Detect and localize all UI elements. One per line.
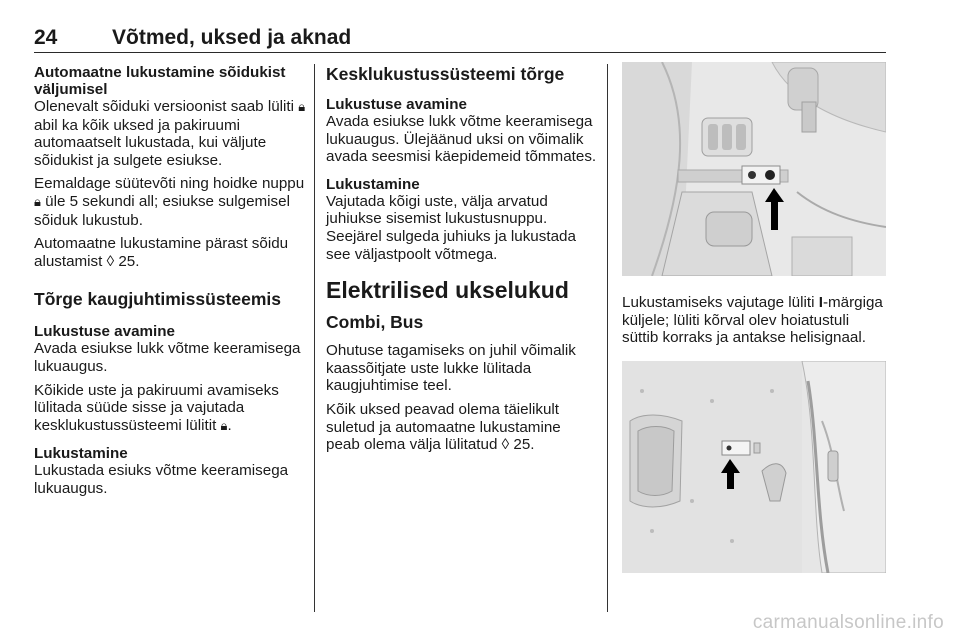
column-divider bbox=[607, 64, 608, 612]
column-right bbox=[622, 62, 886, 573]
paragraph: Kõik uksed peavad olema täielikult suletud ja automaatne lukustamine peab olema välja lülitatud ◊ 25. bbox=[326, 400, 561, 454]
reference-arrow-icon: ◊ bbox=[501, 436, 510, 454]
subheading: Lukustamine bbox=[34, 445, 128, 463]
reference-arrow-icon: ◊ bbox=[106, 252, 115, 270]
paragraph: Avada esiukse lukk võtme keeramisega lukuaugus. Ülejäänud uksi on võimalik avada seesmisi käepidemeid tõmmates. bbox=[326, 113, 597, 166]
column-middle bbox=[326, 64, 598, 460]
subheading: Lukustuse avamine bbox=[34, 323, 175, 341]
lock-switch-icon: 🔒︎ bbox=[298, 100, 306, 115]
page-reference-link[interactable]: 25. bbox=[513, 436, 535, 454]
door-switch-illustration bbox=[622, 361, 886, 573]
paragraph: Vajutada kõigi uste, välja arvatud juhiukse sisemist lukustusnuppu. Seejärel sulgeda juhiuks ja lukustada see väljastpoolt võtmega. bbox=[326, 192, 576, 263]
lock-switch-icon: 🔒︎ bbox=[220, 418, 228, 434]
dashboard-switch-illustration bbox=[622, 62, 886, 276]
watermark: carmanualsonline.info bbox=[752, 612, 944, 633]
paragraph: Automaatne lukustamine pärast sõidu alustamist ◊ 25. bbox=[34, 235, 289, 270]
subheading: Lukustuse avamine bbox=[326, 96, 467, 113]
paragraph: Avada esiukse lukk võtme keeramisega lukuaugus. bbox=[34, 340, 301, 375]
section-heading: Kesklukustussüsteemi tõrge bbox=[326, 64, 565, 84]
page-number: 24 bbox=[34, 26, 58, 49]
section-heading: Automaatne lukustamine sõidukist väljumisel bbox=[34, 64, 286, 98]
figure-caption: Lukustamiseks vajutage lüliti I-märgiga küljele; lüliti kõrval olev hoiatustuli süttib korraks ja antakse helisignaal. bbox=[622, 294, 883, 347]
section-heading: Elektrilised ukselukud bbox=[326, 277, 569, 304]
page-reference-link[interactable]: 25. bbox=[118, 252, 140, 270]
column-left bbox=[34, 64, 306, 504]
section-heading: Tõrge kaugjuhtimissüsteemis bbox=[34, 289, 282, 310]
paragraph: Kõikide uste ja pakiruumi avamiseks lülitada süüde sisse ja vajutada kesklukustussüsteemi lülitit 🔒︎. bbox=[34, 381, 279, 434]
lock-switch-icon: 🔒︎ bbox=[34, 194, 41, 210]
paragraph: Eemaldage süütevõti ning hoidke nuppu 🔒︎ üle 5 sekundi all; esiukse sulgemisel sõiduk lukustub. bbox=[34, 175, 305, 229]
subheading: Lukustamine bbox=[326, 175, 420, 193]
subheading: Combi, Bus bbox=[326, 312, 424, 333]
chapter-title: Võtmed, uksed ja aknad bbox=[112, 26, 352, 49]
lock-mark: I bbox=[818, 294, 823, 311]
paragraph: Lukustada esiuks võtme keeramisega lukuaugus. bbox=[34, 462, 289, 497]
page-header bbox=[34, 26, 886, 53]
paragraph: Ohutuse tagamiseks on juhil võimalik kaassõitjate uste lukke lülitada kaugjuhtimise teel. bbox=[326, 342, 576, 395]
column-divider bbox=[314, 64, 315, 612]
paragraph: Olenevalt sõiduki versioonist saab lüliti 🔒︎ abil ka kõik uksed ja pakiruumi automaatselt lukustada, kui väljute sõidukist ja sulgete esiukse. bbox=[34, 98, 306, 169]
